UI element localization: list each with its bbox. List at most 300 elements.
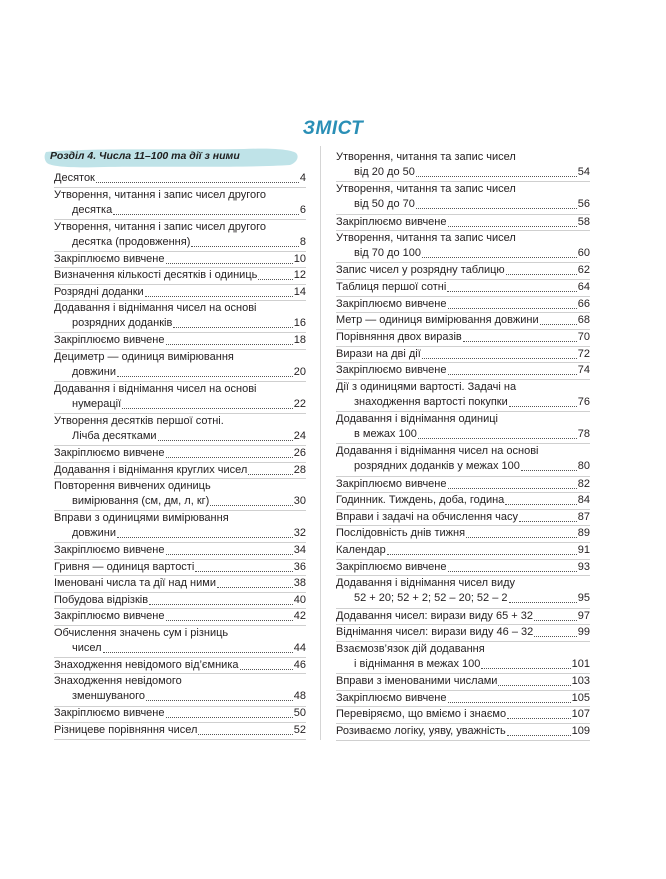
toc-entry[interactable] xyxy=(54,350,306,380)
toc-entry-line xyxy=(54,382,306,397)
toc-entry-line xyxy=(54,658,306,673)
toc-entry-line xyxy=(54,609,306,624)
toc-entry[interactable] xyxy=(336,674,590,689)
toc-entry-title: Закріплюємо вивчене xyxy=(336,215,447,228)
toc-entry-line xyxy=(54,235,306,250)
toc-entry-title: Закріплюємо вивчене xyxy=(54,544,165,557)
toc-entry-line xyxy=(54,414,306,429)
dot-leader xyxy=(158,437,293,441)
toc-page-number: 97 xyxy=(577,609,590,622)
toc-page-number: 56 xyxy=(577,198,590,211)
toc-page-number: 84 xyxy=(577,494,590,507)
toc-entry-title: Визначення кількості десятків і одиниць xyxy=(54,269,258,282)
dot-leader xyxy=(466,534,577,538)
toc-entry-title: десятка (продовження) xyxy=(72,235,191,248)
toc-page-number: 16 xyxy=(293,317,306,330)
toc-page-number: 87 xyxy=(577,510,590,523)
toc-entry[interactable] xyxy=(336,297,590,312)
dot-leader xyxy=(422,254,577,258)
dot-leader xyxy=(103,649,293,653)
dot-leader xyxy=(258,276,292,280)
toc-entry-title: Вправи з іменованими числами xyxy=(336,675,498,688)
toc-entry-title: Закріплюємо вивчене xyxy=(336,364,447,377)
toc-entry-title: від 70 до 100 xyxy=(354,247,421,260)
toc-entry-line xyxy=(336,459,590,474)
toc-entry-title: Розрядні доданки xyxy=(54,285,144,298)
toc-entry-title: Утворення, читання та запис чисел xyxy=(336,151,516,163)
toc-entry[interactable] xyxy=(54,414,306,444)
dot-leader xyxy=(448,223,577,227)
toc-entry[interactable] xyxy=(336,330,590,345)
toc-page-number: 105 xyxy=(571,691,590,704)
toc-entry-title: 52 + 20; 52 + 2; 52 – 20; 52 – 2 xyxy=(354,592,508,605)
toc-entry-title: Запис чисел у розрядну таблицю xyxy=(336,264,505,277)
toc-entry-line xyxy=(54,626,306,641)
toc-entry-title: Іменовані числа та дії над ними xyxy=(54,577,216,590)
toc-entry-title: вимірювання (см, дм, л, кг) xyxy=(72,495,210,508)
toc-entry-title: Закріплюємо вивчене xyxy=(336,691,447,704)
toc-entry-title: Додавання і віднімання чисел на основі xyxy=(54,302,257,315)
toc-entry[interactable] xyxy=(336,215,590,230)
dot-leader xyxy=(240,666,293,670)
dot-leader xyxy=(166,551,293,555)
toc-page-number: 95 xyxy=(577,592,590,605)
toc-entry-line xyxy=(336,427,590,442)
toc-entry[interactable] xyxy=(54,576,306,591)
dot-leader xyxy=(448,568,577,572)
dot-leader xyxy=(145,293,293,297)
toc-entry-title: Додавання і віднімання чисел виду xyxy=(336,577,516,590)
toc-entry-line xyxy=(336,231,590,246)
toc-entry-line xyxy=(336,347,590,362)
toc-entry-line xyxy=(54,543,306,558)
toc-entry-line xyxy=(54,593,306,608)
dot-leader xyxy=(217,584,293,588)
toc-entry-title: Закріплюємо вивчене xyxy=(54,610,165,623)
toc-entry-title: розрядних доданків xyxy=(72,317,173,330)
toc-entry[interactable] xyxy=(336,510,590,525)
toc-page-number: 20 xyxy=(293,365,306,378)
toc-entry-title: Послідовність днів тижня xyxy=(336,527,466,540)
toc-entry-line xyxy=(54,706,306,721)
toc-entry-line xyxy=(54,171,306,186)
toc-entry-title: Вправи і задачі на обчислення часу xyxy=(336,510,518,523)
toc-entry[interactable] xyxy=(336,380,590,410)
dot-leader xyxy=(166,617,293,621)
toc-page-number: 28 xyxy=(293,463,306,476)
toc-page-number: 40 xyxy=(293,593,306,606)
toc-entry-title: Вправи з одиницями вимірювання xyxy=(54,512,229,525)
toc-entry-title: Вирази на дві дії xyxy=(336,347,421,360)
toc-page-number: 36 xyxy=(293,560,306,573)
toc-entry-title: Взаємозв’язок дій додавання xyxy=(336,642,485,655)
toc-entry[interactable] xyxy=(336,576,590,606)
toc-entry[interactable] xyxy=(54,463,306,478)
toc-page-number: 107 xyxy=(571,708,590,721)
toc-entry[interactable] xyxy=(336,477,590,492)
toc-entry[interactable] xyxy=(54,609,306,624)
toc-entry-title: Календар xyxy=(336,544,386,557)
toc-entry[interactable] xyxy=(336,363,590,378)
toc-page-number: 22 xyxy=(293,397,306,410)
toc-entry-line xyxy=(336,510,590,525)
toc-page-number: 93 xyxy=(577,560,590,573)
dot-leader xyxy=(117,534,293,538)
toc-entry-line xyxy=(336,444,590,459)
toc-entry-line xyxy=(336,313,590,328)
toc-entry[interactable] xyxy=(54,446,306,461)
toc-entry-title: Додавання і віднімання чисел на основі xyxy=(54,382,257,395)
toc-entry-line xyxy=(336,642,590,657)
toc-page-number: 101 xyxy=(571,657,590,670)
dot-leader xyxy=(507,732,571,736)
toc-page-number: 42 xyxy=(293,610,306,623)
toc-entry[interactable] xyxy=(54,543,306,558)
toc-entry-title: довжини xyxy=(72,365,116,378)
toc-entry[interactable] xyxy=(54,268,306,283)
toc-page-number: 6 xyxy=(299,203,306,216)
dot-leader xyxy=(198,731,292,735)
toc-entry[interactable] xyxy=(336,691,590,706)
toc-entry[interactable] xyxy=(54,301,306,331)
dot-leader xyxy=(113,211,299,215)
dot-leader xyxy=(387,551,577,555)
toc-entry-title: від 50 до 70 xyxy=(354,198,415,211)
toc-entry-title: Порівняння двох виразів xyxy=(336,330,462,343)
toc-entry-line xyxy=(54,188,306,203)
toc-entry-line xyxy=(336,560,590,575)
dot-leader xyxy=(507,715,571,719)
toc-page-number: 103 xyxy=(571,675,590,688)
toc-entry[interactable] xyxy=(336,280,590,295)
toc-entry-line xyxy=(54,268,306,283)
toc-entry[interactable] xyxy=(54,706,306,721)
toc-page-number: 68 xyxy=(577,314,590,327)
toc-entry[interactable] xyxy=(54,723,306,738)
toc-entry[interactable] xyxy=(336,150,590,180)
dot-leader xyxy=(149,601,293,605)
toc-entry[interactable] xyxy=(336,543,590,558)
toc-page-number: 74 xyxy=(577,364,590,377)
toc-page-number: 54 xyxy=(577,166,590,178)
dot-leader xyxy=(509,403,577,407)
toc-entry-line xyxy=(54,285,306,300)
toc-entry-line xyxy=(336,576,590,591)
toc-page-number: 64 xyxy=(577,281,590,294)
toc-page-number: 34 xyxy=(293,544,306,557)
toc-entry-title: Закріплюємо вивчене xyxy=(54,707,165,720)
toc-entry-line xyxy=(336,591,590,606)
toc-page-number: 58 xyxy=(577,215,590,228)
toc-entry-title: Утворення, читання і запис чисел другого xyxy=(54,188,266,201)
dot-leader xyxy=(191,243,299,247)
toc-page-number: 72 xyxy=(577,347,590,360)
toc-entry[interactable] xyxy=(336,642,590,672)
dot-leader xyxy=(506,271,577,275)
toc-entry-title: від 20 до 50 xyxy=(354,166,415,178)
toc-entry[interactable] xyxy=(54,188,306,218)
toc-entry-title: Закріплюємо вивчене xyxy=(54,252,165,265)
toc-entry-line xyxy=(336,707,590,722)
dot-leader xyxy=(166,714,293,718)
toc-entry-title: Віднімання чисел: вирази виду 46 – 32 xyxy=(336,626,534,639)
toc-page-number: 91 xyxy=(577,544,590,557)
toc-entry-line xyxy=(336,657,590,672)
toc-entry-title: Закріплюємо вивчене xyxy=(54,334,165,347)
toc-entry-line xyxy=(54,252,306,267)
toc-entry-title: нумерації xyxy=(72,397,122,410)
toc-entry-line xyxy=(54,689,306,704)
toc-entry-line xyxy=(336,526,590,541)
dot-leader xyxy=(210,502,292,506)
toc-page-number: 109 xyxy=(571,725,590,737)
toc-entry[interactable] xyxy=(54,674,306,704)
toc-entry[interactable] xyxy=(336,625,590,640)
toc-entry[interactable] xyxy=(336,313,590,328)
toc-entry-line xyxy=(336,280,590,295)
dot-leader xyxy=(122,405,293,409)
toc-page-number: 14 xyxy=(293,285,306,298)
toc-page-number: 18 xyxy=(293,334,306,347)
toc-entry-line xyxy=(336,150,590,165)
dot-leader xyxy=(416,205,577,209)
toc-page-number: 89 xyxy=(577,527,590,540)
dot-leader xyxy=(521,467,577,471)
toc-entry-line xyxy=(336,724,590,739)
toc-entry[interactable] xyxy=(54,593,306,608)
toc-entry[interactable] xyxy=(54,333,306,348)
toc-entry-title: Гривня — одиниця вартості xyxy=(54,560,195,573)
toc-page-number: 50 xyxy=(293,707,306,720)
dot-leader xyxy=(505,501,576,505)
toc-entry[interactable] xyxy=(336,231,590,261)
toc-entry[interactable] xyxy=(54,382,306,412)
toc-entry-title: Закріплюємо вивчене xyxy=(336,560,447,573)
toc-entry-line xyxy=(54,220,306,235)
dot-leader xyxy=(509,599,577,603)
toc-page-number: 32 xyxy=(293,527,306,540)
dot-leader xyxy=(166,260,293,264)
toc-entry-title: Повторення вивчених одиниць xyxy=(54,480,211,493)
toc-entry[interactable] xyxy=(336,707,590,722)
entry-separator xyxy=(54,739,306,740)
toc-entry-title: розрядних доданків у межах 100 xyxy=(354,460,520,473)
dot-leader xyxy=(534,633,577,637)
dot-leader xyxy=(166,341,293,345)
toc-entry-title: Закріплюємо вивчене xyxy=(336,477,447,490)
toc-entry[interactable] xyxy=(336,444,590,474)
toc-entry-line xyxy=(336,380,590,395)
toc-entry-line xyxy=(336,297,590,312)
toc-entry-line xyxy=(336,477,590,492)
toc-page-number: 60 xyxy=(577,247,590,260)
toc-entry[interactable] xyxy=(336,182,590,212)
toc-page-number: 4 xyxy=(299,172,306,184)
toc-entry-line xyxy=(54,576,306,591)
toc-page-number: 38 xyxy=(293,577,306,590)
toc-entry[interactable] xyxy=(336,263,590,278)
toc-entry-title: Закріплюємо вивчене xyxy=(336,297,447,310)
dot-leader xyxy=(422,355,577,359)
toc-page-number: 26 xyxy=(293,447,306,460)
toc-page-number: 24 xyxy=(293,429,306,442)
toc-entry-title: Утворення, читання та запис чисел xyxy=(336,232,516,245)
toc-entry-line xyxy=(336,363,590,378)
toc-entry-line xyxy=(54,301,306,316)
toc-entry-title: в межах 100 xyxy=(354,428,417,441)
dot-leader xyxy=(463,338,577,342)
section-banner xyxy=(44,147,298,167)
dot-leader xyxy=(448,305,577,309)
toc-entry-title: Утворення десятків першої сотні. xyxy=(54,414,224,427)
toc-page-number: 80 xyxy=(577,460,590,473)
toc-entry[interactable] xyxy=(336,560,590,575)
toc-entry-title: Додавання і віднімання круглих чисел xyxy=(54,463,248,476)
toc-entry-title: знаходження вартості покупки xyxy=(354,395,508,408)
dot-leader xyxy=(166,454,293,458)
toc-page-number: 52 xyxy=(293,724,306,736)
toc-page-number: 66 xyxy=(577,297,590,310)
toc-entry[interactable] xyxy=(54,560,306,575)
toc-page-number: 44 xyxy=(293,641,306,654)
toc-entry-title: Розиваємо логіку, уяву, уважність xyxy=(336,725,506,737)
toc-entry-line xyxy=(54,723,306,738)
dot-leader xyxy=(195,568,292,572)
toc-entry-line xyxy=(54,479,306,494)
toc-entry-line xyxy=(54,560,306,575)
dot-leader xyxy=(519,518,577,522)
toc-entry-line xyxy=(54,494,306,509)
dot-leader xyxy=(448,371,577,375)
toc-entry-line xyxy=(336,263,590,278)
dot-leader xyxy=(117,373,293,377)
toc-page-number: 48 xyxy=(293,690,306,703)
toc-entry-line xyxy=(54,641,306,656)
toc-entry-line xyxy=(54,429,306,444)
toc-entry-line xyxy=(54,333,306,348)
toc-entry-title: Знаходження невідомого xyxy=(54,675,182,688)
toc-entry-line xyxy=(336,395,590,410)
toc-entry-line xyxy=(336,543,590,558)
dot-leader xyxy=(534,617,577,621)
toc-entry-title: Знаходження невідомого від’ємника xyxy=(54,658,239,671)
toc-entry-title: десятка xyxy=(72,203,113,216)
toc-entry-title: Обчислення значень сум і різниць xyxy=(54,626,229,639)
toc-entry-title: Додавання чисел: вирази виду 65 + 32 xyxy=(336,609,533,622)
toc-entry[interactable] xyxy=(54,479,306,509)
toc-entry[interactable] xyxy=(336,724,590,739)
toc-entry[interactable] xyxy=(336,347,590,362)
entry-separator xyxy=(336,740,590,741)
toc-entry[interactable] xyxy=(336,493,590,508)
toc-entry[interactable] xyxy=(54,658,306,673)
toc-entry-line xyxy=(336,674,590,689)
toc-entry-title: Дециметр — одиниця вимірювання xyxy=(54,350,234,363)
toc-entry-title: Додавання і віднімання одиниці xyxy=(336,413,498,426)
toc-page-number: 78 xyxy=(577,428,590,441)
toc-entry-line xyxy=(54,526,306,541)
dot-leader xyxy=(447,288,576,292)
toc-entry-line xyxy=(54,316,306,331)
toc-entry-line xyxy=(336,412,590,427)
toc-entry-line xyxy=(336,330,590,345)
toc-page-number: 12 xyxy=(293,269,306,282)
toc-page-number: 99 xyxy=(577,626,590,639)
page-title: ЗМІСТ xyxy=(302,118,364,139)
toc-entry[interactable] xyxy=(54,511,306,541)
toc-entry-title: Закріплюємо вивчене xyxy=(54,447,165,460)
toc-page-number: 46 xyxy=(293,658,306,671)
toc-entry-title: Додавання і віднімання чисел на основі xyxy=(336,445,539,458)
toc-entry-title: довжини xyxy=(72,527,116,540)
toc-entry-title: чисел xyxy=(72,641,102,654)
toc-entry-title: Годинник. Тиждень, доба, година xyxy=(336,494,505,507)
toc-entry-line xyxy=(336,215,590,230)
toc-entry-title: Дії з одиницями вартості. Задачі на xyxy=(336,380,517,393)
toc-page-number: 70 xyxy=(577,330,590,343)
toc-entry-title: Утворення, читання та запис чисел xyxy=(336,183,516,196)
toc-entry-title: Утворення, читання і запис чисел другого xyxy=(54,220,266,233)
dot-leader xyxy=(481,665,570,669)
toc-entry-line xyxy=(54,365,306,380)
dot-leader xyxy=(146,697,293,701)
dot-leader xyxy=(498,682,570,686)
toc-entry-title: Метр — одиниця вимірювання довжини xyxy=(336,314,539,327)
toc-entry-line xyxy=(336,182,590,197)
toc-entry[interactable] xyxy=(54,252,306,267)
toc-page-number: 10 xyxy=(293,252,306,265)
toc-entry-line xyxy=(54,511,306,526)
dot-leader xyxy=(173,324,292,328)
column-divider xyxy=(320,146,321,740)
toc-page-number: 82 xyxy=(577,477,590,490)
toc-entry[interactable] xyxy=(54,171,306,186)
toc-entry[interactable] xyxy=(54,626,306,656)
toc-entry-line xyxy=(336,691,590,706)
toc-entry[interactable] xyxy=(54,285,306,300)
dot-leader xyxy=(448,699,571,703)
toc-entry-line xyxy=(336,165,590,180)
toc-entry-line xyxy=(54,203,306,218)
dot-leader xyxy=(448,485,577,489)
toc-page-number: 8 xyxy=(299,235,306,248)
toc-entry-line xyxy=(336,246,590,261)
toc-entry-line xyxy=(336,625,590,640)
dot-leader xyxy=(540,321,577,325)
dot-leader xyxy=(418,435,577,439)
toc-page-number: 76 xyxy=(577,395,590,408)
toc-entry-line xyxy=(54,397,306,412)
toc-entry[interactable] xyxy=(336,526,590,541)
toc-entry[interactable] xyxy=(54,220,306,250)
toc-entry-title: Десяток xyxy=(54,172,95,184)
toc-entry-title: Таблиця першої сотні xyxy=(336,281,447,294)
toc-entry[interactable] xyxy=(336,609,590,624)
section-heading: Розділ 4. Числа 11–100 та дії з ними xyxy=(50,150,240,162)
toc-entry-line xyxy=(336,197,590,212)
toc-entry-title: Різницеве порівняння чисел xyxy=(54,724,198,736)
dot-leader xyxy=(248,471,292,475)
toc-entry-line xyxy=(54,446,306,461)
toc-entry-line xyxy=(54,350,306,365)
toc-page-number: 62 xyxy=(577,264,590,277)
toc-entry-line xyxy=(54,463,306,478)
toc-page-number: 30 xyxy=(293,495,306,508)
toc-entry-title: Лічба десятками xyxy=(72,429,157,442)
toc-entry-title: Побудова відрізків xyxy=(54,593,149,606)
toc-entry[interactable] xyxy=(336,412,590,442)
toc-entry-title: зменшуваного xyxy=(72,690,146,703)
